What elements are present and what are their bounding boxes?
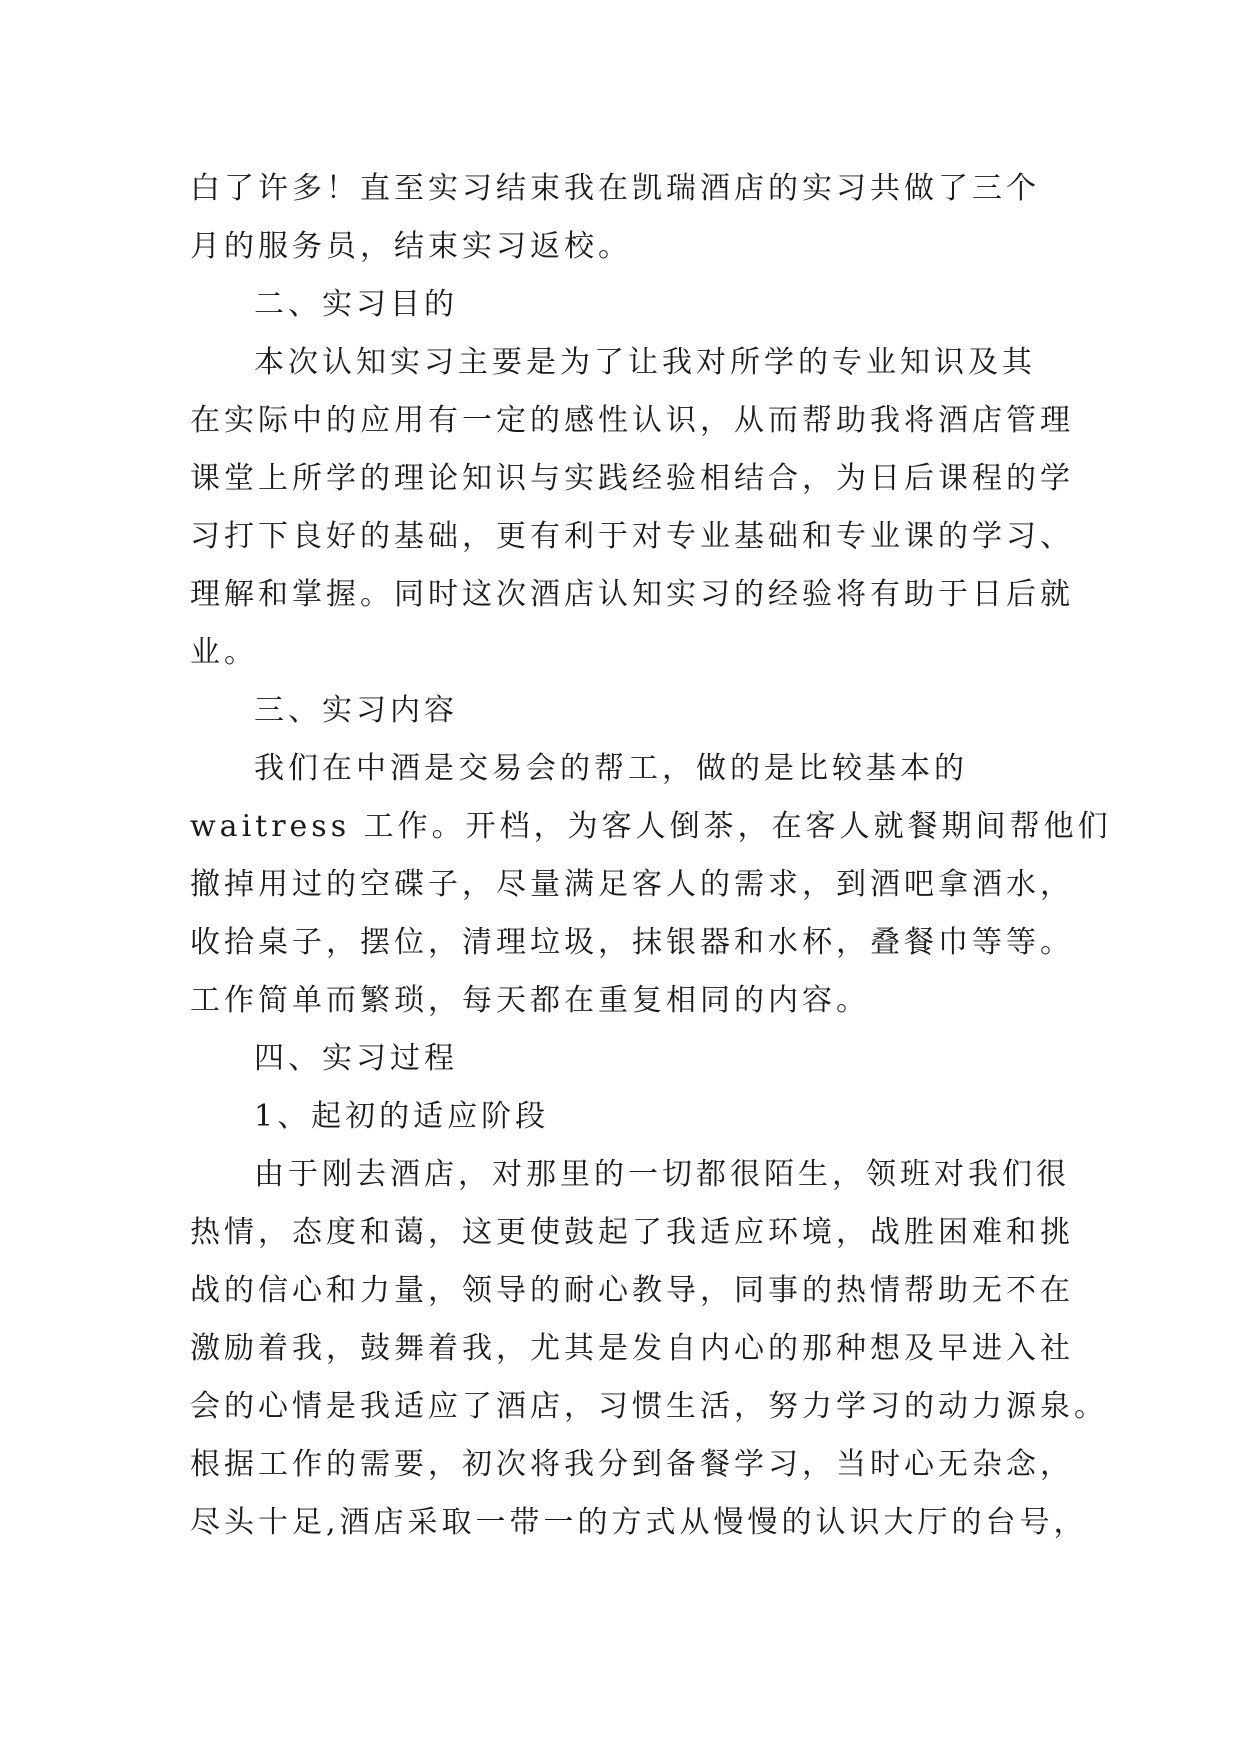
text-line: 收拾桌子，摆位，清理垃圾，抹银器和水杯，叠餐巾等等。: [190, 925, 1074, 960]
text-line: 理解和掌握。同时这次酒店认知实习的经验将有助于日后就: [190, 577, 1074, 612]
text-line: 激励着我，鼓舞着我，尤其是发自内心的那种想及早进入社: [190, 1331, 1074, 1366]
text-line: 由于刚去酒店，对那里的一切都很陌生，领班对我们很: [254, 1157, 1070, 1192]
text-line: 习打下良好的基础，更有利于对专业基础和专业课的学习、: [190, 519, 1074, 554]
text-line: 课堂上所学的理论知识与实践经验相结合，为日后课程的学: [190, 461, 1074, 496]
text-line: 撤掉用过的空碟子，尽量满足客人的需求，到酒吧拿酒水，: [190, 867, 1074, 902]
text-line: 工作简单而繁琐，每天都在重复相同的内容。: [190, 983, 870, 1018]
subsection-heading: 1、起初的适应阶段: [254, 1099, 550, 1134]
section-heading: 三、实习内容: [254, 693, 458, 728]
section-heading: 四、实习过程: [254, 1041, 458, 1076]
text-line: 月的服务员，结束实习返校。: [190, 229, 632, 264]
text-line: 根据工作的需要，初次将我分到备餐学习，当时心无杂念，: [190, 1447, 1074, 1482]
text-line: 白了许多！直至实习结束我在凯瑞酒店的实习共做了三个: [190, 171, 1040, 206]
text-line: 业。: [190, 635, 258, 670]
text-line: 我们在中酒是交易会的帮工，做的是比较基本的: [254, 751, 968, 786]
text-line: 热情，态度和蔼，这更使鼓起了我适应环境，战胜困难和挑: [190, 1215, 1074, 1250]
body-text: [190, 160, 1112, 1552]
text-line: waitress 工作。开档，为客人倒茶，在客人就餐期间帮他们: [190, 809, 1112, 844]
text-line: 在实际中的应用有一定的感性认识，从而帮助我将酒店管理: [190, 403, 1074, 438]
text-line: 会的心情是我适应了酒店，习惯生活，努力学习的动力源泉。: [190, 1389, 1108, 1424]
text-line: 本次认知实习主要是为了让我对所学的专业知识及其: [254, 345, 1036, 380]
text-line: 尽头十足,酒店采取一带一的方式从慢慢的认识大厅的台号，: [190, 1505, 1088, 1540]
section-heading: 二、实习目的: [254, 287, 458, 322]
text-line: 战的信心和力量，领导的耐心教导，同事的热情帮助无不在: [190, 1273, 1074, 1308]
